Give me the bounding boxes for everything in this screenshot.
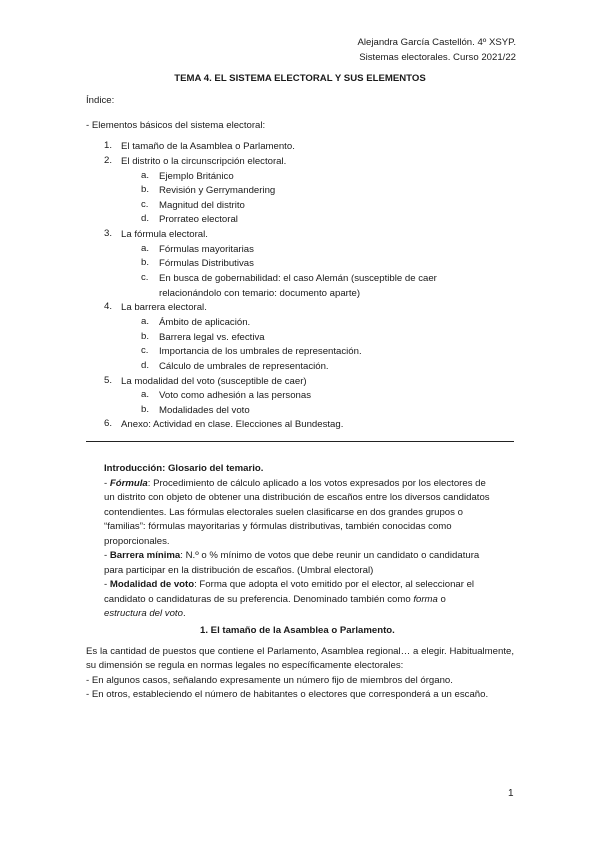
- header-author: Alejandra García Castellón. 4º XSYP.: [357, 37, 516, 48]
- index-sub-letter: d.: [141, 213, 150, 224]
- index-sub-letter: a.: [141, 316, 150, 327]
- index-sub-letter: c.: [141, 272, 149, 283]
- index-sub-item: Revisión y Gerrymandering: [159, 185, 276, 196]
- index-intro: - Elementos básicos del sistema electoral:: [86, 120, 266, 131]
- separator-line: [86, 441, 514, 442]
- glossary-text-line: contendientes. Las fórmulas electorales suelen clasificarse en dos grandes grupos o: [104, 507, 463, 518]
- document-title: TEMA 4. EL SISTEMA ELECTORAL Y SUS ELEMENTOS: [174, 73, 426, 84]
- glossary-text-line: “familias”: fórmulas mayoritarias y fórmulas distributivas, también conocidas como: [104, 521, 452, 532]
- section-heading: 1. El tamaño de la Asamblea o Parlamento.: [200, 625, 395, 636]
- glossary-text-line: un distrito con objeto de obtener una distribución de escaños entre los diversos candidatos: [104, 492, 490, 503]
- index-sub-item: Magnitud del distrito: [159, 200, 245, 211]
- index-sub-item: Fórmulas mayoritarias: [159, 244, 254, 255]
- index-sub-letter: d.: [141, 360, 150, 371]
- barrera-term: Barrera mínima: [109, 550, 181, 561]
- index-sub-item: Ejemplo Británico: [159, 171, 234, 182]
- index-sub-item: En busca de gobernabilidad: el caso Alemán (susceptible de caer: [159, 273, 437, 284]
- glossary-text-line: estructura del voto.: [104, 608, 186, 619]
- section-paragraph: Es la cantidad de puestos que contiene el Parlamento, Asamblea regional… a elegir. Habitualmente, su dimensión se regula en normas legales no específicamente electorales:: [86, 646, 514, 672]
- index-sub-item: Barrera legal vs. efectiva: [159, 332, 265, 343]
- index-num: 6.: [104, 418, 113, 429]
- index-item: Anexo: Actividad en clase. Elecciones al Bundestag.: [121, 419, 344, 430]
- index-sub-letter: c.: [141, 345, 149, 356]
- index-num: 3.: [104, 228, 113, 239]
- glossary-modalidad: - Modalidad de voto: Forma que adopta el voto emitido por el elector, al seleccionar el: [104, 579, 475, 590]
- index-item: La fórmula electoral.: [121, 229, 208, 240]
- index-sub-item: Prorrateo electoral: [159, 214, 238, 225]
- section-bullet: - En otros, estableciendo el número de habitantes o electores que corresponderá a un escaño.: [86, 689, 489, 700]
- index-num: 1.: [104, 140, 113, 151]
- index-sub-letter: c.: [141, 199, 149, 210]
- index-sub-item: Importancia de los umbrales de representación.: [159, 346, 362, 357]
- glossary-heading: Introducción: Glosario del temario.: [104, 463, 264, 474]
- index-sub-item: Fórmulas Distributivas: [159, 258, 254, 269]
- index-sub-letter: a.: [141, 389, 150, 400]
- index-label: Índice:: [86, 95, 115, 106]
- index-sub-letter: b.: [141, 257, 150, 268]
- modalidad-term: Modalidad de voto: [109, 579, 195, 590]
- index-item: El tamaño de la Asamblea o Parlamento.: [121, 141, 295, 152]
- formula-term: Fórmula: [109, 478, 148, 489]
- index-sub-item: Cálculo de umbrales de representación.: [159, 361, 329, 372]
- index-sub-letter: b.: [141, 404, 150, 415]
- index-sub-letter: b.: [141, 184, 150, 195]
- glossary-text-line: para participar en la distribución de escaños. (Umbral electoral): [104, 565, 374, 576]
- index-item: La modalidad del voto (susceptible de caer): [121, 376, 307, 387]
- index-item: La barrera electoral.: [121, 302, 207, 313]
- index-num: 5.: [104, 375, 113, 386]
- glossary-barrera: - Barrera mínima: N.º o % mínimo de votos que debe reunir un candidato o candidatura: [104, 550, 480, 561]
- glossary-text-line: proporcionales.: [104, 536, 170, 547]
- index-sub-item: Modalidades del voto: [159, 405, 250, 416]
- glossary-text-line: candidato o candidaturas de su preferencia. Denominado también como forma o: [104, 594, 446, 605]
- index-sub-letter: a.: [141, 170, 150, 181]
- section-bullet: - En algunos casos, señalando expresamente un número fijo de miembros del órgano.: [86, 675, 453, 686]
- index-sub-item: Ámbito de aplicación.: [159, 317, 251, 328]
- index-sub-item: Voto como adhesión a las personas: [159, 390, 312, 401]
- index-num: 4.: [104, 301, 113, 312]
- index-sub-letter: b.: [141, 331, 150, 342]
- index-sub-letter: a.: [141, 243, 150, 254]
- index-item: El distrito o la circunscripción electoral.: [121, 156, 287, 167]
- page-number: 1: [508, 788, 514, 799]
- header-course: Sistemas electorales. Curso 2021/22: [359, 52, 516, 63]
- index-sub-item-continued: relacionándolo con temario: documento aparte): [159, 288, 361, 299]
- index-num: 2.: [104, 155, 113, 166]
- glossary-formula: - Fórmula: Procedimiento de cálculo aplicado a los votos expresados por los electores de: [104, 478, 486, 489]
